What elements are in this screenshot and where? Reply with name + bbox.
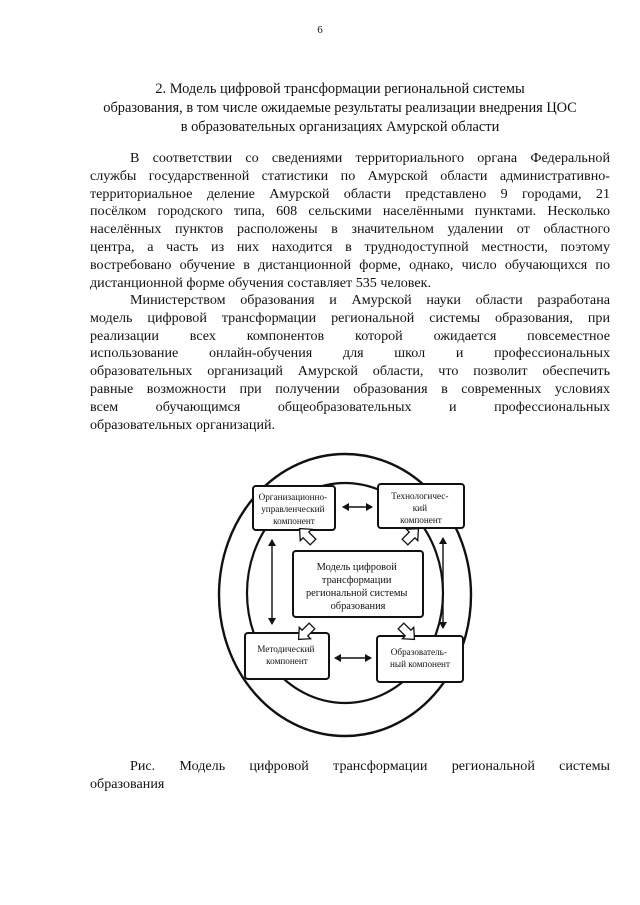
caption-line: образования [90,776,165,792]
paragraph-model [90,292,610,434]
text-line: Министерством образования и Амурской науки области разработана [130,292,610,308]
text-line: модель цифровой трансформации региональной системы образования, при [90,309,610,326]
label-bottom-right-line: ный компонент [390,659,450,669]
text-line: образовательных организаций. [90,416,276,433]
text-line: службы государственной статистики по Амурской области административно- [90,167,610,184]
text-line: равные возможности при получении образования в современных условиях [90,380,610,397]
text-line: реализации всех компонентов которой ожидается повсеместное [90,327,610,344]
label-center-line: Модель цифровой [316,562,397,573]
label-top-left-line: компонент [273,516,315,526]
text-line: посёлком городского типа, 608 сельскими населёнными пунктами. Несколько [90,203,610,220]
label-top-left-line: управленческий [261,504,325,514]
label-bottom-left-line: компонент [266,656,308,666]
heading-line: в образовательных организациях Амурской области [180,119,500,135]
text-line: В соответствии со сведениями территориального органа Федеральной [130,150,610,166]
label-bottom-left-line: Методический [257,644,315,654]
label-top-right-line: компонент [400,515,442,525]
section-heading [70,80,610,137]
paragraph-territory [90,150,610,292]
heading-line: образования, в том числе ожидаемые результаты реализации внедрения ЦОС [103,100,577,116]
text-line: использование онлайн-обучения для школ и профессиональных [90,345,610,362]
label-top-right-line: Технологичес- [391,491,449,501]
text-line: всем обучающимся общеобразовательных и профессиональных [90,398,610,415]
page-number: 6 [317,24,323,36]
label-center-line: образования [330,601,386,612]
label-top-left-line: Организационно- [258,492,328,502]
label-center-line: региональной системы [305,588,408,599]
caption-line: Рис. Модель цифровой трансформации региональной системы [130,758,610,774]
text-line: образовательных организаций Амурской области, что позволит обеспечить [90,363,610,380]
heading-line: 2. Модель цифровой трансформации региональной системы [155,81,525,97]
figure-caption [90,757,610,793]
label-bottom-right-line: Образователь- [390,647,447,657]
text-line: дистанционной форме обучения составляет 535 человек. [90,274,432,291]
label-center-line: трансформации [321,575,392,586]
text-line: населённых пунктов расположены в значительном удалении от областного [90,221,610,238]
label-top-right-line: кий [412,503,428,513]
text-line: востребовано обучение в дистанционной форме, однако, число обучающихся по [90,256,610,273]
model-diagram [215,450,475,740]
text-line: территориальное деление Амурской области представлено 9 городами, 21 [90,185,610,202]
text-line: центра, а часть из них находится в труднодоступной местности, поэтому [90,238,610,255]
